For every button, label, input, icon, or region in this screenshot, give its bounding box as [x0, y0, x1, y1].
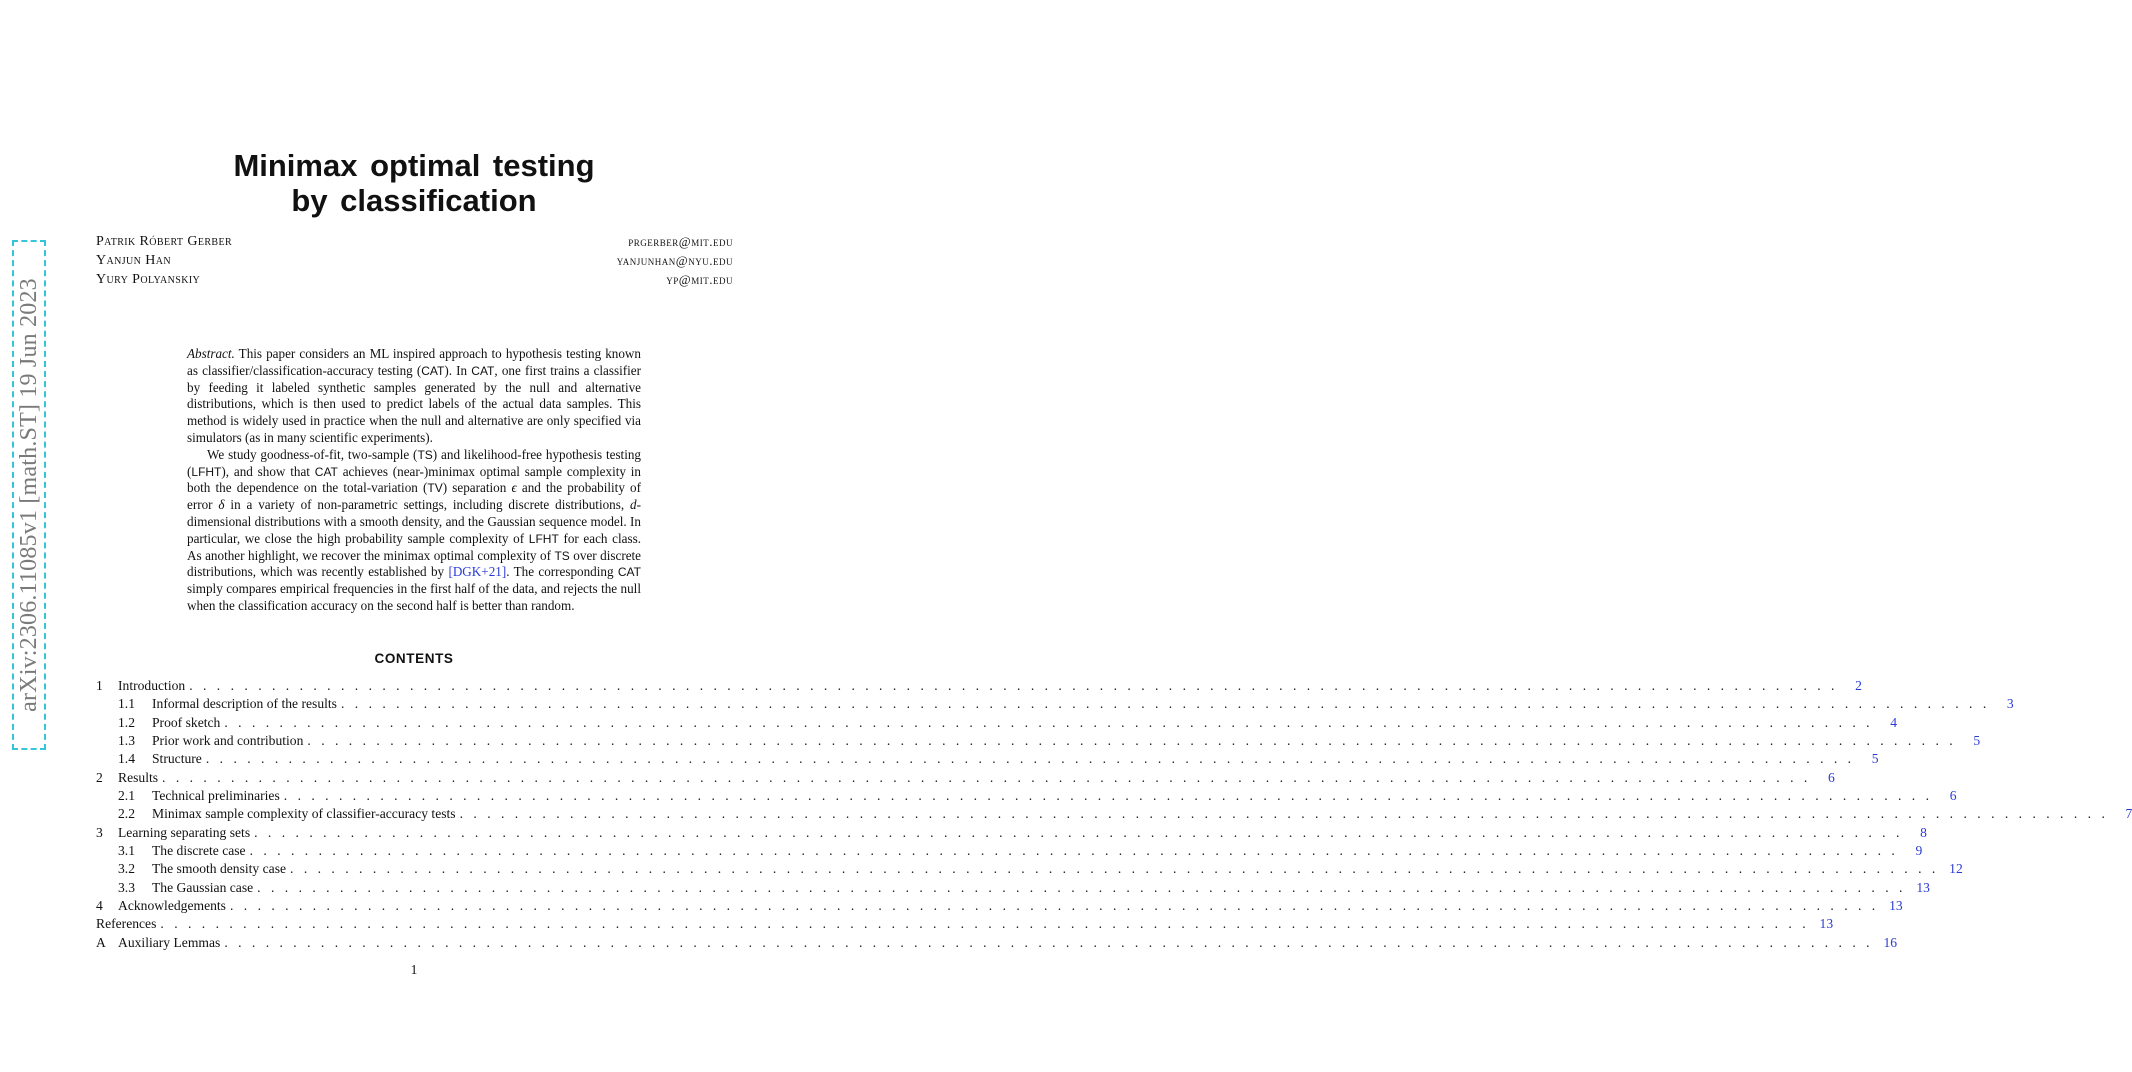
toc-entry-number: 2.1: [118, 788, 135, 804]
acronym-ts: TS: [554, 548, 570, 563]
abstract-text: ) separation: [442, 480, 512, 496]
page-number: 1: [410, 962, 418, 977]
toc-entry-number: 1.3: [118, 733, 135, 749]
abstract-text: ), and show that: [221, 463, 315, 479]
toc-entry[interactable]: [96, 695, 2014, 713]
author-block: [96, 232, 733, 289]
toc-page-link[interactable]: 16: [1883, 934, 1898, 950]
author-name: Yanjun Han: [96, 253, 171, 268]
toc-page-link[interactable]: 7: [2125, 806, 2132, 822]
math-delta: δ: [218, 497, 225, 513]
toc-page-link[interactable]: 3: [2006, 696, 2014, 712]
toc-entry-label[interactable]: The Gaussian case: [152, 879, 254, 895]
toc-entry-label[interactable]: Minimax sample complexity of classifier-accuracy tests: [152, 806, 456, 822]
toc-entry-label[interactable]: Structure: [152, 751, 202, 767]
toc-entry[interactable]: [96, 879, 1930, 897]
toc-dot-leader: . . . . . . . . . . . . . . . . . . . . . . . . . . . . . . . . . . . . . . . . . . . . . . . . . . . . . . . . . . . . . . . . . . . . . . . . . . . . . . . . . . . . . . . . . . . . . . . . . . . . . . . . . . . . . . . . . . . . . . . .: [162, 769, 1811, 785]
citation-link[interactable]: [DGK+21]: [448, 564, 507, 580]
toc-entry-number: A: [96, 934, 106, 950]
abstract-text: achieves (near-)minimax optimal sample complexity in both the dependence on the total-variation (: [187, 463, 641, 496]
abstract-text: We study goodness-of-fit, two-sample (: [207, 446, 418, 462]
author-row: [96, 270, 733, 289]
toc-dot-leader: . . . . . . . . . . . . . . . . . . . . . . . . . . . . . . . . . . . . . . . . . . . . . . . . . . . . . . . . . . . . . . . . . . . . . . . . . . . . . . . . . . . . . . . . . . . . . . . . . . . . . . . . . . . . . . . . . . . . . . . .: [224, 714, 1874, 730]
toc-dot-leader: . . . . . . . . . . . . . . . . . . . . . . . . . . . . . . . . . . . . . . . . . . . . . . . . . . . . . . . . . . . . . . . . . . . . . . . . . . . . . . . . . . . . . . . . . . . . . . . . . . . . . . . . . . . . . . . . . . . . . . . .: [307, 733, 1957, 749]
abstract-label: Abstract.: [187, 346, 235, 361]
acronym-cat: CAT: [617, 565, 641, 580]
toc-entry[interactable]: [96, 915, 1834, 933]
arxiv-identifier: arXiv:2306.11085v1 [math.ST] 19 Jun 2023: [12, 240, 46, 750]
abstract: [187, 346, 641, 615]
toc-dot-leader: . . . . . . . . . . . . . . . . . . . . . . . . . . . . . . . . . . . . . . . . . . . . . . . . . . . . . . . . . . . . . . . . . . . . . . . . . . . . . . . . . . . . . . . . . . . . . . . . . . . . . . . . . . . . . . . . . . . . . . . .: [340, 696, 1990, 712]
toc-dot-leader: . . . . . . . . . . . . . . . . . . . . . . . . . . . . . . . . . . . . . . . . . . . . . . . . . . . . . . . . . . . . . . . . . . . . . . . . . . . . . . . . . . . . . . . . . . . . . . . . . . . . . . . . . . . . . . . . . . . . . . . .: [254, 824, 1903, 840]
toc-page-link[interactable]: 6: [1949, 788, 1957, 804]
toc-entry-number: 1.2: [118, 714, 135, 730]
toc-entry-number: 1.4: [118, 751, 135, 767]
abstract-text: in a variety of non-parametric settings, including discrete distributions,: [224, 497, 631, 513]
abstract-text: ) and likelihood-free hypothesis testing (: [187, 446, 642, 479]
toc-entry[interactable]: [96, 732, 1981, 750]
toc-entry-number: 3.3: [118, 879, 135, 895]
abstract-text: ). In: [444, 362, 472, 378]
abstract-text: for each class. As another highlight, we recover the minimax optimal complexity of: [187, 530, 641, 563]
arxiv-side-stamp[interactable]: [12, 240, 46, 750]
toc-dot-leader: . . . . . . . . . . . . . . . . . . . . . . . . . . . . . . . . . . . . . . . . . . . . . . . . . . . . . . . . . . . . . . . . . . . . . . . . . . . . . . . . . . . . . . . . . . . . . . . . . . . . . . . . . . . . . . . . . . . . . . . .: [249, 843, 1899, 859]
toc-page-link[interactable]: 9: [1915, 843, 1923, 859]
abstract-text: simply compares empirical frequencies in the first half of the data, and rejects the null when the classification accuracy on the second half is better than random.: [187, 581, 641, 613]
abstract-text: . The corresponding: [506, 564, 618, 580]
toc-entry-label[interactable]: Results: [118, 769, 159, 785]
toc-entry-number: 1.1: [118, 696, 135, 712]
toc-entry[interactable]: [96, 769, 1835, 787]
toc-entry[interactable]: [96, 677, 1862, 695]
toc-page-link[interactable]: 6: [1827, 769, 1835, 785]
toc-entry-number: 2: [96, 769, 103, 785]
toc-entry[interactable]: [96, 842, 1923, 860]
toc-entry-label[interactable]: Prior work and contribution: [152, 733, 304, 749]
math-d: d: [630, 497, 637, 513]
toc-entry-number: 3.1: [118, 843, 135, 859]
toc-entry-label[interactable]: Acknowledgements: [118, 898, 226, 914]
toc-entry-label[interactable]: Proof sketch: [152, 714, 221, 730]
contents-heading: CONTENTS: [374, 651, 454, 666]
toc-entry[interactable]: [96, 805, 2132, 823]
toc-page-link[interactable]: 13: [1916, 879, 1930, 895]
toc-entry-label[interactable]: Introduction: [118, 678, 186, 693]
abstract-paragraph-2: [187, 447, 641, 615]
acronym-ts: TS: [417, 447, 433, 462]
author-name: Patrik Róbert Gerber: [96, 234, 233, 249]
toc-entry[interactable]: [96, 860, 1963, 878]
toc-dot-leader: . . . . . . . . . . . . . . . . . . . . . . . . . . . . . . . . . . . . . . . . . . . . . . . . . . . . . . . . . . . . . . . . . . . . . . . . . . . . . . . . . . . . . . . . . . . . . . . . . . . . . . . . . . . . . . . . . . . . . . . .: [290, 861, 1939, 877]
toc-entry-label[interactable]: Informal description of the results: [152, 696, 337, 712]
abstract-text: This paper considers an ML inspired approach to hypothesis testing known as classifier/classification-accuracy testing (: [187, 346, 641, 378]
toc-page-link[interactable]: 12: [1949, 861, 1963, 877]
toc-dot-leader: . . . . . . . . . . . . . . . . . . . . . . . . . . . . . . . . . . . . . . . . . . . . . . . . . . . . . . . . . . . . . . . . . . . . . . . . . . . . . . . . . . . . . . . . . . . . . . . . . . . . . . . . . . . . . . . . . . . . . . . .: [224, 934, 1874, 950]
toc-entry[interactable]: [96, 824, 1927, 842]
toc-entry-label[interactable]: Learning separating sets: [118, 824, 251, 840]
acronym-cat: CAT: [314, 464, 338, 479]
author-email[interactable]: yanjunhan@nyu.edu: [616, 253, 733, 268]
toc-entry[interactable]: [96, 714, 1898, 732]
table-of-contents: [96, 677, 2132, 952]
toc-entry-label[interactable]: The discrete case: [152, 843, 246, 859]
toc-entry-label[interactable]: Auxiliary Lemmas: [118, 934, 221, 950]
toc-page-link[interactable]: 8: [1920, 824, 1927, 840]
toc-page-link[interactable]: 4: [1890, 714, 1898, 730]
author-row: [96, 251, 733, 270]
toc-entry[interactable]: [96, 897, 1903, 915]
toc-page-link[interactable]: 13: [1819, 916, 1834, 932]
abstract-text: -dimensional distributions with a smooth density, and the Gaussian sequence model. In particular, we close the high probability sample complexity of: [187, 497, 641, 546]
acronym-lfht: LFHT: [528, 531, 559, 546]
toc-dot-leader: . . . . . . . . . . . . . . . . . . . . . . . . . . . . . . . . . . . . . . . . . . . . . . . . . . . . . . . . . . . . . . . . . . . . . . . . . . . . . . . . . . . . . . . . . . . . . . . . . . . . . . . . . . . . . . . . . . . . . . . .: [257, 879, 1906, 895]
author-email[interactable]: yp@mit.edu: [666, 272, 733, 287]
toc-entry-label[interactable]: The smooth density case: [152, 861, 287, 877]
toc-dot-leader: . . . . . . . . . . . . . . . . . . . . . . . . . . . . . . . . . . . . . . . . . . . . . . . . . . . . . . . . . . . . . . . . . . . . . . . . . . . . . . . . . . . . . . . . . . . . . . . . . . . . . . . . . . . . . . . . . . . . . . . .: [189, 678, 1838, 693]
toc-entry-number: 3.2: [118, 861, 135, 877]
toc-dot-leader: . . . . . . . . . . . . . . . . . . . . . . . . . . . . . . . . . . . . . . . . . . . . . . . . . . . . . . . . . . . . . . . . . . . . . . . . . . . . . . . . . . . . . . . . . . . . . . . . . . . . . . . . . . . . . . . . . . . . . . . .: [459, 806, 2109, 822]
toc-page-link[interactable]: 13: [1889, 898, 1903, 914]
toc-page-link[interactable]: 2: [1855, 678, 1862, 693]
toc-entry-label[interactable]: Technical preliminaries: [152, 788, 280, 804]
toc-entry[interactable]: [96, 750, 1879, 768]
toc-entry-number: 1: [96, 678, 103, 693]
abstract-text: over discrete distributions, which was recently established by: [187, 547, 642, 580]
toc-entry-number: 3: [96, 824, 103, 840]
toc-entry[interactable]: [96, 934, 1898, 952]
toc-page-link[interactable]: 5: [1973, 733, 1981, 749]
paper-title: [0, 148, 828, 218]
toc-dot-leader: . . . . . . . . . . . . . . . . . . . . . . . . . . . . . . . . . . . . . . . . . . . . . . . . . . . . . . . . . . . . . . . . . . . . . . . . . . . . . . . . . . . . . . . . . . . . . . . . . . . . . . . . . . . . . . . . . . . . . . . .: [205, 751, 1855, 767]
toc-entry-number: 2.2: [118, 806, 135, 822]
acronym-cat: CAT: [421, 363, 445, 378]
toc-dot-leader: . . . . . . . . . . . . . . . . . . . . . . . . . . . . . . . . . . . . . . . . . . . . . . . . . . . . . . . . . . . . . . . . . . . . . . . . . . . . . . . . . . . . . . . . . . . . . . . . . . . . . . . . . . . . . . . . . . . . . . . .: [160, 916, 1810, 932]
acronym-tv: TV: [427, 481, 443, 496]
toc-page-link[interactable]: 5: [1871, 751, 1879, 767]
author-email[interactable]: prgerber@mit.edu: [628, 234, 733, 249]
abstract-paragraph-1: [187, 346, 641, 447]
author-row: [96, 232, 733, 251]
toc-entry-number: 4: [96, 898, 103, 914]
title-line-1: Minimax optimal testing: [233, 148, 595, 183]
math-epsilon: ϵ: [511, 480, 517, 496]
toc-dot-leader: . . . . . . . . . . . . . . . . . . . . . . . . . . . . . . . . . . . . . . . . . . . . . . . . . . . . . . . . . . . . . . . . . . . . . . . . . . . . . . . . . . . . . . . . . . . . . . . . . . . . . . . . . . . . . . . . . . . . . . . .: [283, 788, 1933, 804]
toc-entry[interactable]: [96, 787, 1957, 805]
toc-dot-leader: . . . . . . . . . . . . . . . . . . . . . . . . . . . . . . . . . . . . . . . . . . . . . . . . . . . . . . . . . . . . . . . . . . . . . . . . . . . . . . . . . . . . . . . . . . . . . . . . . . . . . . . . . . . . . . . . . . . . . . . .: [229, 898, 1879, 914]
title-line-2: by classification: [291, 183, 537, 218]
author-name: Yury Polyanskiy: [96, 272, 201, 287]
abstract-text: , one first trains a classifier by feeding it labeled synthetic samples generated by the null and alternative distributions, which is then used to predict labels of the actual data samples. This method is widely used in practice when the null and alternative are only specified via simulators (as in many scientific experiments).: [187, 362, 641, 445]
abstract-text: and the probability of error: [187, 480, 642, 513]
toc-entry-label[interactable]: References: [96, 916, 157, 932]
acronym-cat: CAT: [471, 363, 495, 378]
acronym-lfht: LFHT: [191, 464, 222, 479]
